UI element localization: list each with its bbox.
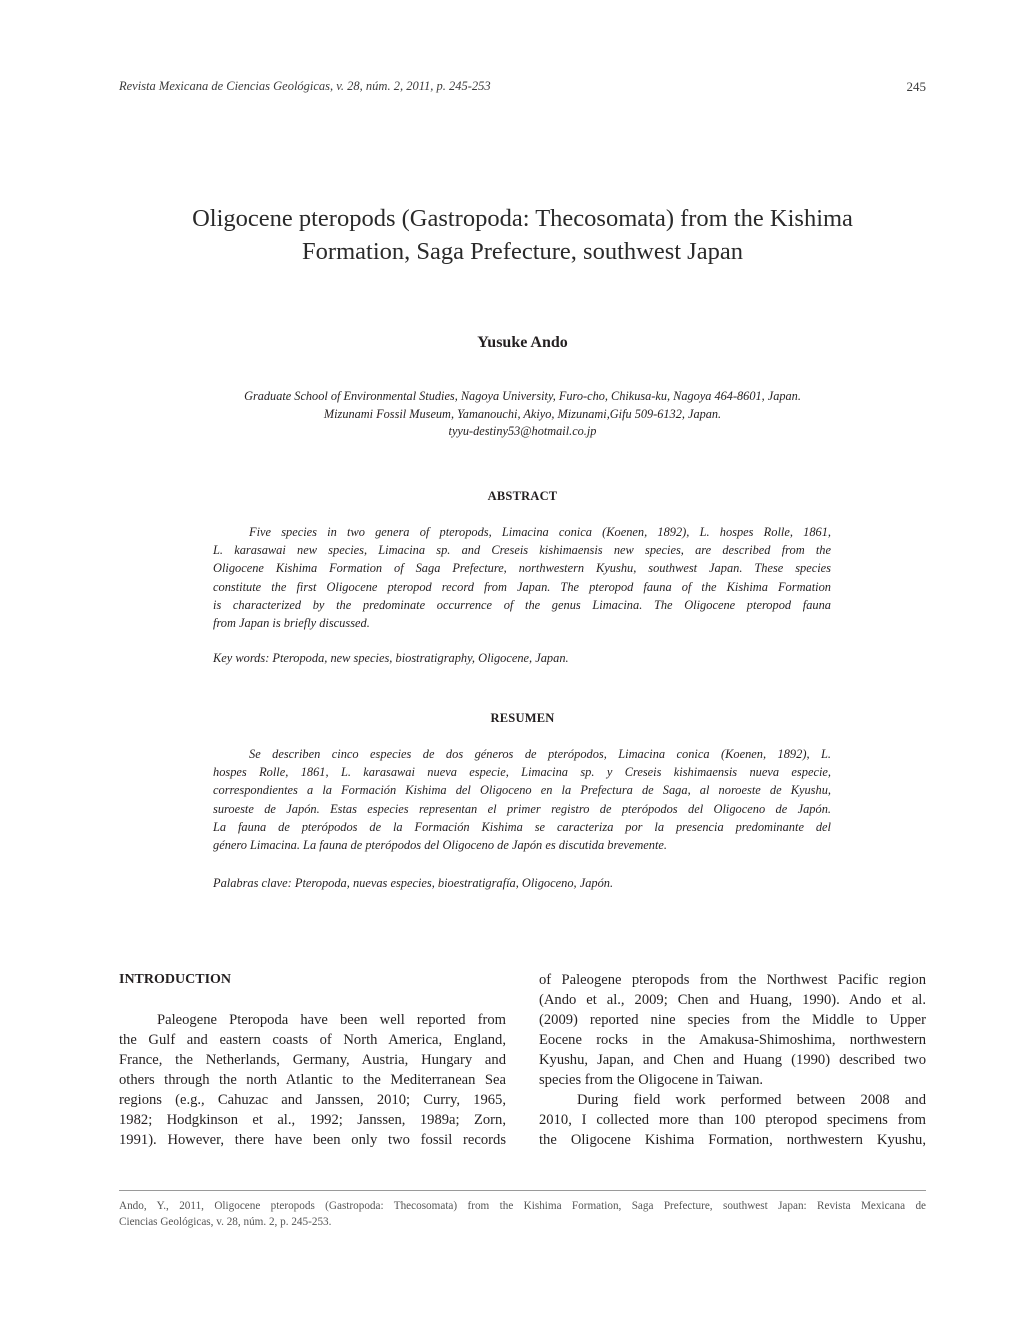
footer-line: Ciencias Geológicas, v. 28, núm. 2, p. 245-253.: [119, 1216, 332, 1228]
intro-line: others through the north Atlantic to the Mediterranean Sea: [119, 1072, 506, 1088]
page-number: 245: [906, 79, 926, 94]
abstract-text: [213, 523, 831, 632]
intro-line: 1982; Hodgkinson et al., 1992; Janssen, 1989a; Zorn,: [119, 1112, 506, 1128]
intro-line: of Paleogene pteropods from the Northwest Pacific region: [539, 972, 926, 988]
resumen-line: hospes Rolle, 1861, L. karasawai nueva especie, Limacina sp. y Creseis kishimaensis nueva especie,: [213, 765, 831, 780]
resumen-line: Se describen cinco especies de dos géneros de pterópodos, Limacina conica (Koenen, 1892), L.: [249, 747, 831, 761]
intro-line: species from the Oligocene in Taiwan.: [539, 1072, 764, 1088]
abstract-line: Oligocene Kishima Formation of Saga Prefecture, northwestern Kyushu, southwest Japan. These species: [213, 561, 831, 576]
author-email: tyyu-destiny53@hotmail.co.jp: [448, 424, 597, 438]
abstract-line: Five species in two genera of pteropods, Limacina conica (Koenen, 1892), L. hospes Rolle, 1861,: [249, 525, 831, 539]
abstract-line: constitute the first Oligocene pteropod record from Japan. The pteropod fauna of the Kishima Formation: [213, 579, 831, 594]
intro-line: Kyushu, Japan, and Chen and Huang (1990) described two: [539, 1052, 926, 1068]
intro-line: the Oligocene Kishima Formation, northwestern Kyushu,: [539, 1132, 926, 1148]
journal-citation: Revista Mexicana de Ciencias Geológicas, v. 28, núm. 2, 2011, p. 245-253: [119, 79, 491, 93]
intro-right-column: [539, 970, 926, 1150]
abstract-line: from Japan is briefly discussed.: [213, 616, 370, 631]
intro-line: (Ando et al., 2009; Chen and Huang, 1990). Ando et al.: [539, 992, 926, 1008]
intro-line: During field work performed between 2008 and: [577, 1092, 926, 1108]
footer-line: Ando, Y., 2011, Oligocene pteropods (Gastropoda: Thecosomata) from the Kishima Formation, Saga Prefecture, southwest Japan: Revista Mexicana de: [119, 1200, 926, 1212]
introduction-heading: INTRODUCTION: [119, 972, 232, 987]
author-name: Yusuke Ando: [477, 334, 568, 351]
abstract-heading: ABSTRACT: [487, 489, 558, 503]
resumen-text: [213, 745, 831, 854]
abstract-line: is characterized by the predominate occurrence of the genus Limacina. The Oligocene pteropod fauna: [213, 597, 831, 612]
footer-divider: [119, 1190, 926, 1191]
resumen-keywords: Palabras clave: Pteropoda, nuevas especies, bioestratigrafía, Oligoceno, Japón.: [213, 876, 614, 890]
affiliation: [100, 388, 945, 441]
intro-line: 1991). However, there have been only two fossil records: [119, 1132, 506, 1148]
intro-line: France, the Netherlands, Germany, Austria, Hungary and: [119, 1052, 506, 1068]
article-title: [100, 202, 945, 268]
intro-line: the Gulf and eastern coasts of North America, England,: [119, 1032, 506, 1048]
abstract-keywords: Key words: Pteropoda, new species, biostratigraphy, Oligocene, Japan.: [213, 651, 569, 665]
affiliation-line: Graduate School of Environmental Studies, Nagoya University, Furo-cho, Chikusa-ku, Nagoya 464-8601, Japan.: [244, 389, 801, 403]
title-line: Oligocene pteropods (Gastropoda: Thecosomata) from the Kishima: [192, 205, 853, 232]
intro-line: 2010, I collected more than 100 pteropod specimens from: [539, 1112, 926, 1128]
resumen-line: suroeste de Japón. Estas especies representan el primer registro de pterópodos del Oligoceno de Japón.: [213, 801, 831, 816]
affiliation-line: Mizunami Fossil Museum, Yamanouchi, Akiyo, Mizunami,Gifu 509-6132, Japan.: [323, 406, 722, 421]
intro-line: regions (e.g., Cahuzac and Janssen, 2010; Curry, 1965,: [119, 1092, 506, 1108]
intro-left-column: [119, 970, 506, 1150]
intro-line: (2009) reported nine species from the Middle to Upper: [539, 1012, 926, 1028]
intro-line: Eocene rocks in the Amakusa-Shimoshima, northwestern: [539, 1032, 926, 1048]
resumen-line: correspondientes a la Formación Kishima del Oligoceno en la Prefectura de Saga, al noroeste de Kyushu,: [213, 783, 831, 798]
running-header: [119, 79, 926, 94]
abstract-line: L. karasawai new species, Limacina sp. and Creseis kishimaensis new species, are described from the: [213, 543, 831, 558]
title-line: Formation, Saga Prefecture, southwest Japan: [302, 238, 743, 265]
resumen-line: La fauna de pterópodos de la Formación Kishima se caracteriza por la presencia predominante del: [213, 819, 831, 834]
resumen-line: género Limacina. La fauna de pterópodos del Oligoceno de Japón es discutida brevemente.: [213, 838, 668, 853]
intro-line: Paleogene Pteropoda have been well reported from: [157, 1012, 506, 1028]
resumen-heading: RESUMEN: [490, 711, 555, 725]
citation-footer: [119, 1198, 926, 1230]
